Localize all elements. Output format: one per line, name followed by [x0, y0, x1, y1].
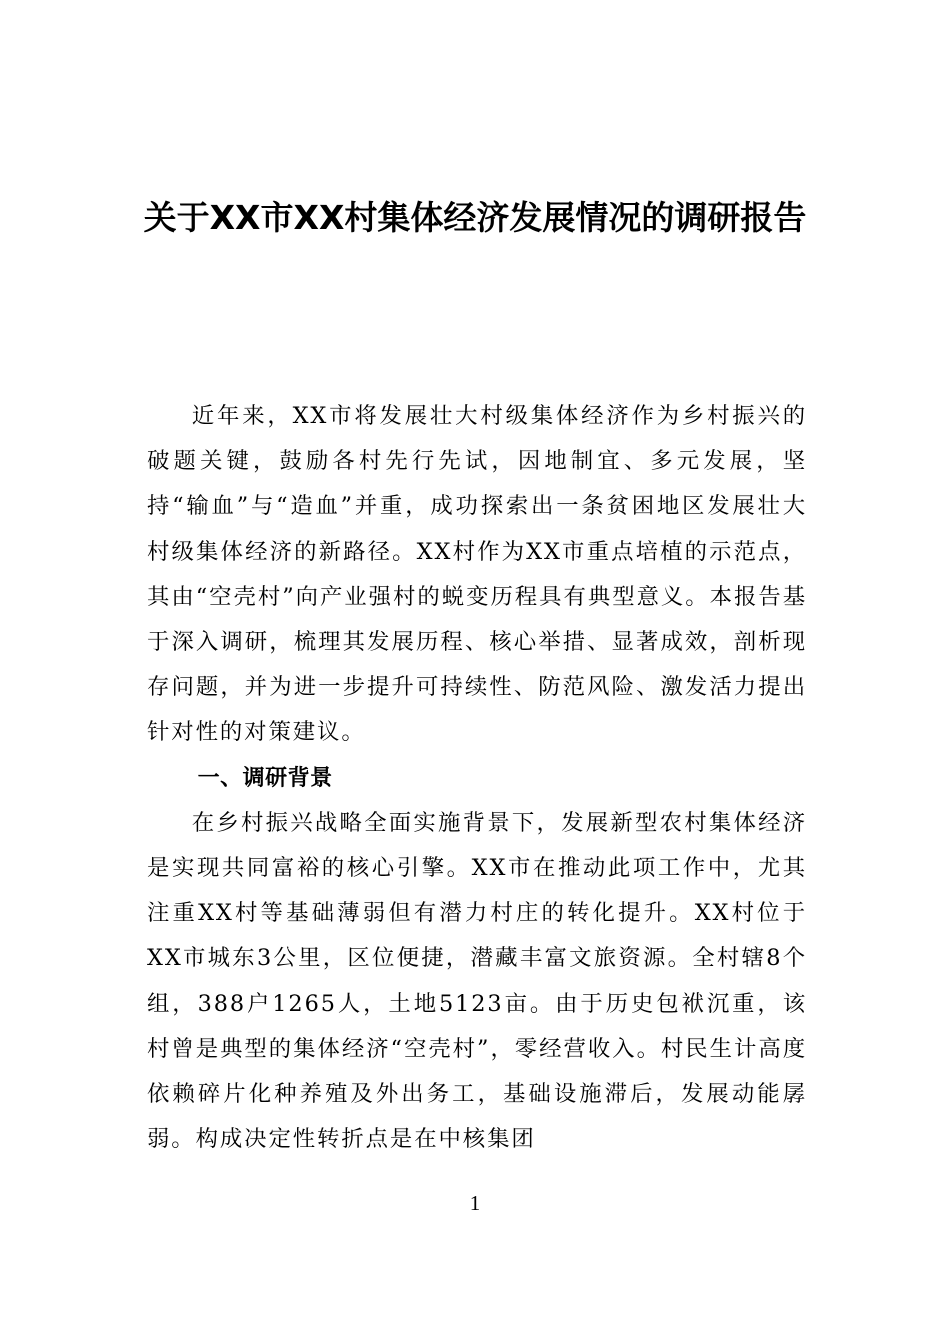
- section-paragraph-background: 在乡村振兴战略全面实施背景下，发展新型农村集体经济是实现共同富裕的核心引擎。XX市在推动此项工作中，尤其注重XX村等基础薄弱但有潜力村庄的转化提升。XX村位于XX市城东3公里，区位便捷，潜藏丰富文旅资源。全村辖8个组，388户1265人，土地5123亩。由于历史包袱沉重，该村曾是典型的集体经济“空壳村”，零经营收入。村民生计高度依赖碎片化种养殖及外出务工，基础设施滞后，发展动能孱弱。构成决定性转折点是在中核集团: [147, 809, 807, 1153]
- document-title: 关于XX市XX村集体经济发展情况的调研报告: [143, 198, 807, 237]
- document-body: [147, 394, 807, 1162]
- page-number: 1: [469, 1191, 481, 1215]
- intro-paragraph: 近年来，XX市将发展壮大村级集体经济作为乡村振兴的破题关键，鼓励各村先行先试，因地制宜、多元发展，坚持“输血”与“造血”并重，成功探索出一条贫困地区发展壮大村级集体经济的新路径。XX村作为XX市重点培植的示范点，其由“空壳村”向产业强村的蜕变历程具有典型意义。本报告基于深入调研，梳理其发展历程、核心举措、显著成效，剖析现存问题，并为进一步提升可持续性、防范风险、激发活力提出针对性的对策建议。: [147, 403, 807, 746]
- section-heading-background: 一、调研背景: [197, 765, 333, 791]
